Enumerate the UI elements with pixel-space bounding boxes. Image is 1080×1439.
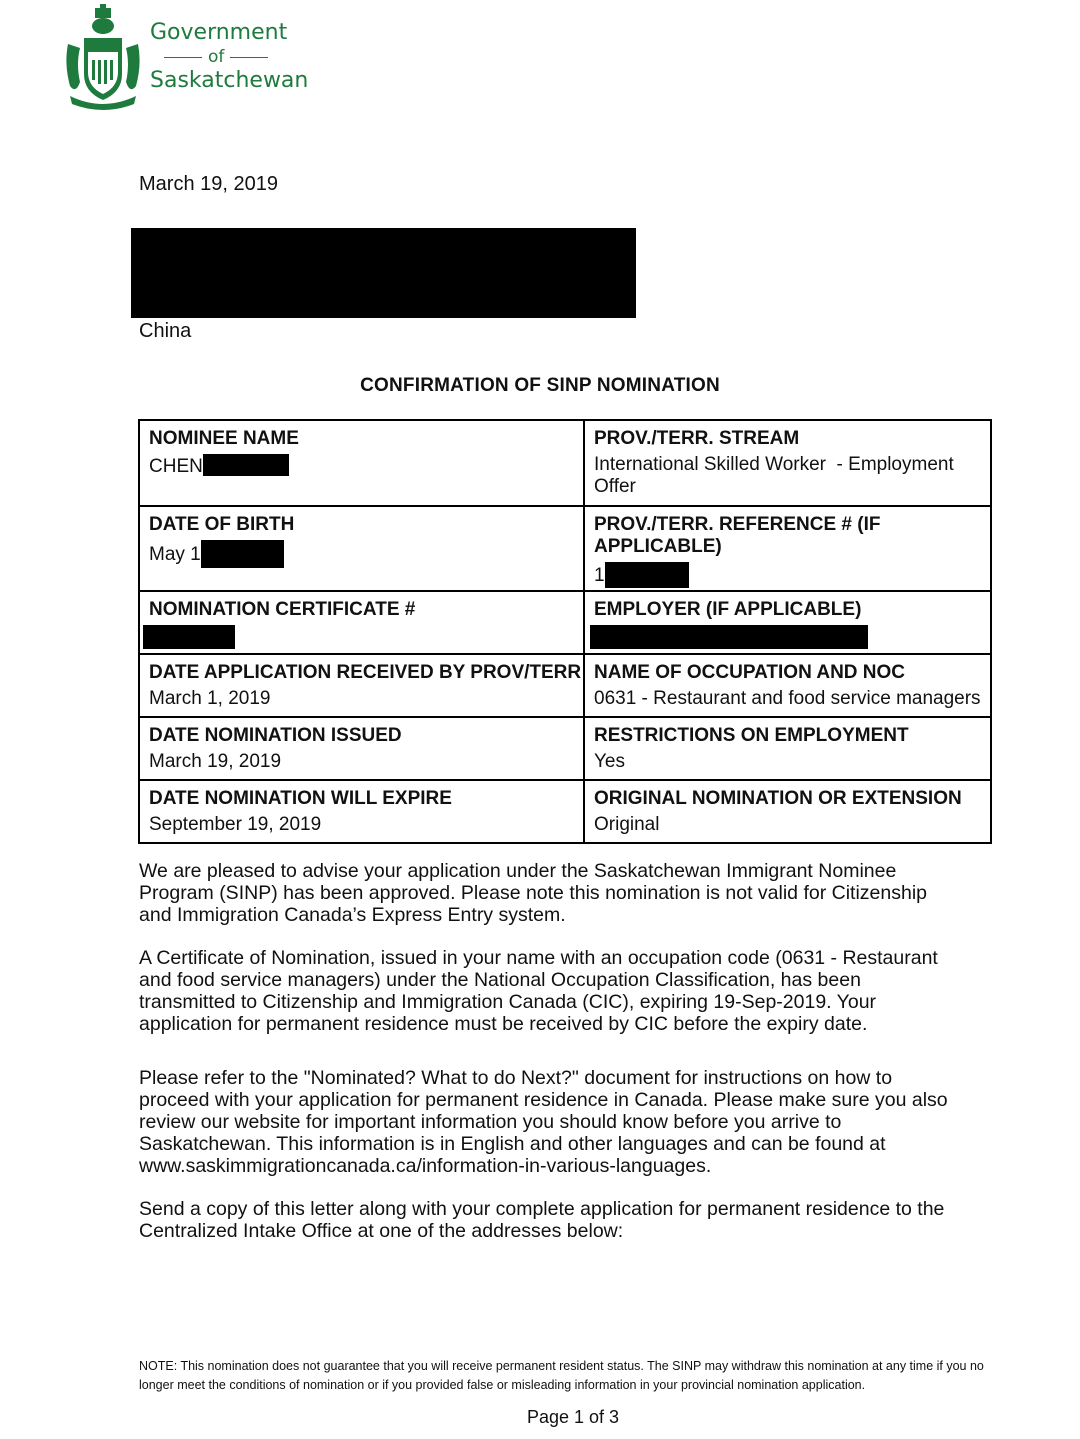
- original-extension-cell: [584, 780, 991, 843]
- redaction-bar: [203, 454, 289, 476]
- restrictions-label: RESTRICTIONS ON EMPLOYMENT: [594, 725, 909, 746]
- redaction-bar: [605, 562, 689, 588]
- body-paragraph-next-steps: Please refer to the "Nominated? What to do Next?" document for instructions on how to proceed with your application for permanent residence in Canada. Please make sure you also review our website for important information you should know before you arrive to Saskatchewan. This information is in English and other languages and can be found at www.saskimmigrationcanada.ca/information-in-various-languages.: [139, 1067, 948, 1177]
- original-extension-value: Original: [594, 814, 660, 835]
- redaction-bar: [590, 625, 868, 649]
- occupation-value: 0631 - Restaurant and food service managers: [594, 688, 981, 709]
- date-received-label: DATE APPLICATION RECEIVED BY PROV/TERR: [149, 662, 582, 683]
- address-country: China: [139, 320, 192, 342]
- nominee-name-label: NOMINEE NAME: [149, 428, 299, 449]
- dob-cell: [139, 506, 584, 591]
- original-extension-label: ORIGINAL NOMINATION OR EXTENSION: [594, 788, 962, 809]
- reference-value: 1: [594, 565, 605, 586]
- date-issued-cell: [139, 717, 584, 780]
- reference-label: PROV./TERR. REFERENCE # (IF APPLICABLE): [594, 514, 881, 557]
- redacted-address: [131, 228, 636, 318]
- restrictions-cell: [584, 717, 991, 780]
- divider: [230, 57, 268, 58]
- nomination-details-table: [138, 419, 992, 844]
- occupation-label: NAME OF OCCUPATION AND NOC: [594, 662, 906, 683]
- employer-cell: [584, 591, 991, 654]
- footer-note: NOTE: This nomination does not guarantee that you will receive permanent resident status. The SINP may withdraw this nomination at any time if you no longer meet the conditions of nomination or if you provided false or misleading information in your provincial nomination application.: [139, 1359, 984, 1392]
- certificate-label: NOMINATION CERTIFICATE #: [149, 599, 416, 620]
- stream-label: PROV./TERR. STREAM: [594, 428, 800, 449]
- date-expire-value: September 19, 2019: [149, 814, 322, 835]
- table-row: [139, 780, 991, 843]
- body-paragraph-certificate: A Certificate of Nomination, issued in your name with an occupation code (0631 - Restaurant and food service managers) under the National Occupation Classification, has been transmitted to Citizenship and Immigration Canada (CIC), expiring 19-Sep-2019. Your application for permanent residence must be received by CIC before the expiry date.: [139, 947, 938, 1035]
- table-row: [139, 591, 991, 654]
- letterhead-line-government: Government: [150, 20, 288, 45]
- date-expire-label: DATE NOMINATION WILL EXPIRE: [149, 788, 452, 809]
- body-paragraph-send-copy: Send a copy of this letter along with your complete application for permanent residence to the Centralized Intake Office at one of the addresses below:: [139, 1198, 945, 1242]
- letterhead: [62, 4, 309, 114]
- document-title: CONFIRMATION OF SINP NOMINATION: [360, 375, 720, 396]
- redaction-bar: [201, 540, 284, 568]
- stream-value: International Skilled Worker - Employment Offer: [594, 454, 960, 497]
- letter-date: March 19, 2019: [139, 173, 278, 195]
- employer-value-row: [594, 625, 982, 651]
- dob-value-row: [149, 540, 575, 568]
- nominee-name-cell: [139, 420, 584, 506]
- redaction-bar: [143, 625, 235, 649]
- date-issued-label: DATE NOMINATION ISSUED: [149, 725, 402, 746]
- dob-label: DATE OF BIRTH: [149, 514, 295, 535]
- letterhead-of-text: of: [208, 47, 225, 67]
- page-number: Page 1 of 3: [526, 1407, 620, 1427]
- coat-of-arms-icon: [62, 4, 144, 112]
- stream-cell: [584, 420, 991, 506]
- dob-value: May 1: [149, 544, 201, 565]
- body-paragraph-approval: We are pleased to advise your application under the Saskatchewan Immigrant Nominee Program (SINP) has been approved. Please note this nomination is not valid for Citizenship and Immigration Canada’s Express Entry system.: [139, 860, 927, 926]
- employer-label: EMPLOYER (IF APPLICABLE): [594, 599, 862, 620]
- letterhead-line-of: [150, 46, 308, 68]
- date-issued-value: March 19, 2019: [149, 751, 282, 772]
- reference-cell: [584, 506, 991, 591]
- date-received-value: March 1, 2019: [149, 688, 271, 709]
- table-row: [139, 717, 991, 780]
- table-row: [139, 506, 991, 591]
- letterhead-line-saskatchewan: Saskatchewan: [150, 68, 309, 93]
- table-row: [139, 654, 991, 717]
- table-row: [139, 420, 991, 506]
- letterhead-wordmark: [150, 20, 308, 94]
- certificate-cell: [139, 591, 584, 654]
- occupation-cell: [584, 654, 991, 717]
- reference-value-row: [594, 562, 982, 588]
- date-received-cell: [139, 654, 584, 717]
- restrictions-value: Yes: [594, 751, 625, 772]
- date-expire-cell: [139, 780, 584, 843]
- divider: [164, 57, 202, 58]
- nominee-name-value-row: [149, 454, 575, 478]
- certificate-value-row: [149, 625, 575, 651]
- nominee-name-value: CHEN: [149, 456, 203, 477]
